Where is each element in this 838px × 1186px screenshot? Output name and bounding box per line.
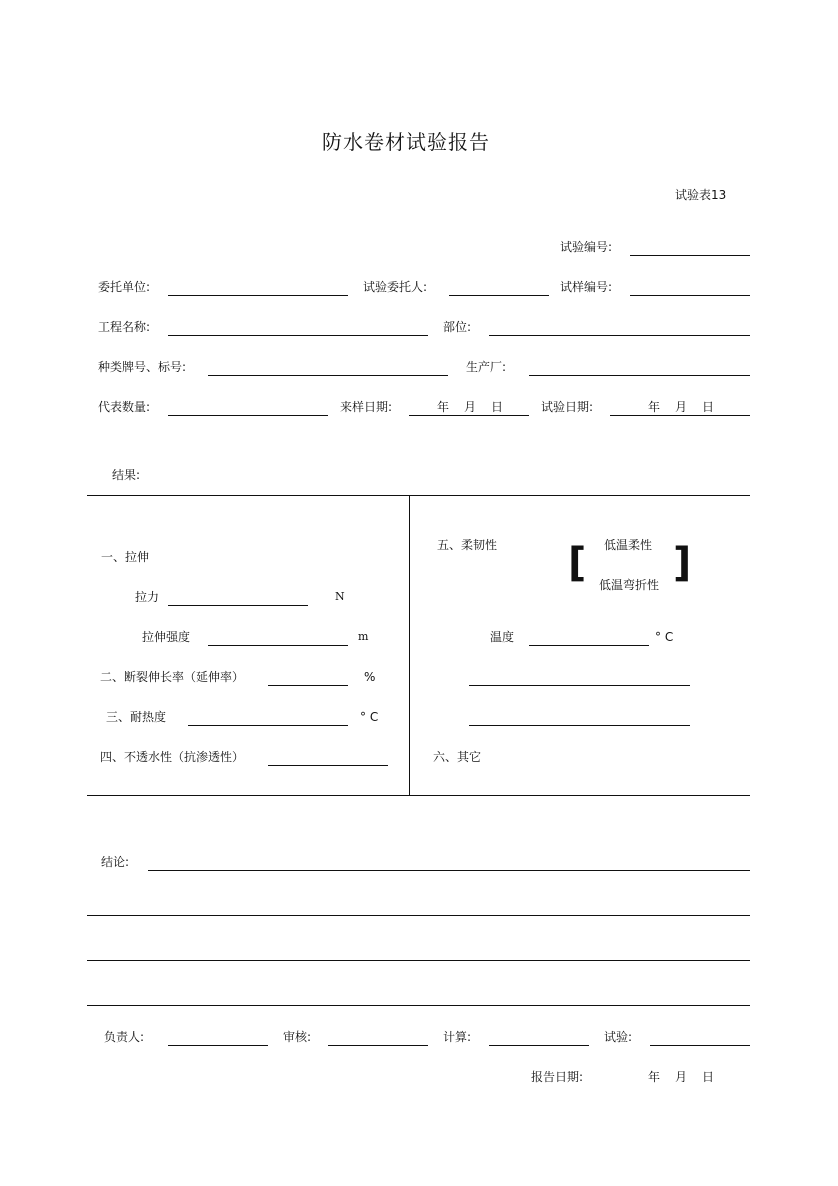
calc-field[interactable] [489, 1045, 589, 1046]
other-heading: 六、其它 [433, 750, 482, 764]
bracket-right: ] [673, 540, 692, 586]
sample-no-label: 试样编号: [560, 280, 613, 294]
calc-label: 计算: [443, 1030, 472, 1044]
quantity-label: 代表数量: [98, 400, 151, 414]
test-date-field[interactable] [610, 415, 750, 416]
location-label: 部位: [443, 320, 472, 334]
sample-date-label: 来样日期: [340, 400, 393, 414]
temperature-label: 温度 [490, 630, 515, 644]
impermeability-label: 四、不透水性（抗渗透性） [100, 750, 245, 764]
sample-date-month: 月 [464, 400, 477, 414]
flexibility-result-line-2[interactable] [469, 725, 690, 726]
report-date-month: 月 [675, 1070, 688, 1084]
unit-n: N [335, 590, 345, 603]
test-date-day: 日 [702, 400, 715, 414]
tester-label: 试验: [604, 1030, 633, 1044]
location-field[interactable] [489, 335, 750, 336]
quantity-field[interactable] [168, 415, 328, 416]
unit-celsius: ° C [360, 710, 379, 724]
results-bottom-border [87, 795, 750, 796]
results-divider [409, 495, 410, 795]
review-field[interactable] [328, 1045, 428, 1046]
test-date-year: 年 [648, 400, 661, 414]
test-no-label: 试验编号: [560, 240, 613, 254]
sample-date-day: 日 [491, 400, 504, 414]
review-label: 审核: [283, 1030, 312, 1044]
tensile-strength-field[interactable] [208, 645, 348, 646]
test-no-field[interactable] [630, 255, 750, 256]
temperature-unit: ° C [655, 630, 674, 644]
sample-date-field[interactable] [409, 415, 529, 416]
project-name-label: 工程名称: [98, 320, 151, 334]
unit-m: m [358, 630, 369, 643]
results-top-border [87, 495, 750, 496]
test-date-month: 月 [675, 400, 688, 414]
conclusion-line-3[interactable] [87, 960, 750, 961]
report-date-label: 报告日期: [531, 1070, 584, 1084]
client-person-field[interactable] [449, 295, 549, 296]
tester-field[interactable] [650, 1045, 750, 1046]
form-number: 试验表13 [675, 188, 727, 202]
test-date-label: 试验日期: [541, 400, 594, 414]
type-grade-field[interactable] [208, 375, 448, 376]
tensile-force-field[interactable] [168, 605, 308, 606]
flexibility-result-line-1[interactable] [469, 685, 690, 686]
low-temp-flex-option[interactable]: 低温柔性 [604, 538, 653, 552]
manufacturer-field[interactable] [529, 375, 750, 376]
elongation-label: 二、断裂伸长率（延伸率） [100, 670, 245, 684]
responsible-field[interactable] [168, 1045, 268, 1046]
conclusion-line-2[interactable] [87, 915, 750, 916]
page-title: 防水卷材试验报告 [322, 130, 490, 154]
tensile-strength-label: 拉伸强度 [142, 630, 191, 644]
tensile-heading: 一、拉伸 [101, 550, 150, 564]
unit-percent: % [364, 670, 376, 684]
temperature-field[interactable] [529, 645, 649, 646]
client-unit-field[interactable] [168, 295, 348, 296]
elongation-field[interactable] [268, 685, 348, 686]
project-name-field[interactable] [168, 335, 428, 336]
results-label: 结果: [112, 468, 141, 482]
low-temp-bend-option[interactable]: 低温弯折性 [599, 578, 660, 592]
tensile-force-label: 拉力 [135, 590, 160, 604]
flexibility-heading: 五、柔韧性 [437, 538, 498, 552]
heat-resistance-label: 三、耐热度 [106, 710, 167, 724]
sample-date-year: 年 [437, 400, 450, 414]
conclusion-label: 结论: [101, 855, 130, 869]
impermeability-field[interactable] [268, 765, 388, 766]
type-grade-label: 种类牌号、标号: [98, 360, 187, 374]
conclusion-line-4[interactable] [87, 1005, 750, 1006]
bracket-left: [ [568, 540, 587, 586]
sample-no-field[interactable] [630, 295, 750, 296]
heat-resistance-field[interactable] [188, 725, 348, 726]
manufacturer-label: 生产厂: [466, 360, 507, 374]
client-person-label: 试验委托人: [363, 280, 428, 294]
report-date-day: 日 [702, 1070, 715, 1084]
responsible-label: 负责人: [104, 1030, 145, 1044]
report-date-year: 年 [648, 1070, 661, 1084]
conclusion-field[interactable] [148, 870, 750, 871]
client-unit-label: 委托单位: [98, 280, 151, 294]
